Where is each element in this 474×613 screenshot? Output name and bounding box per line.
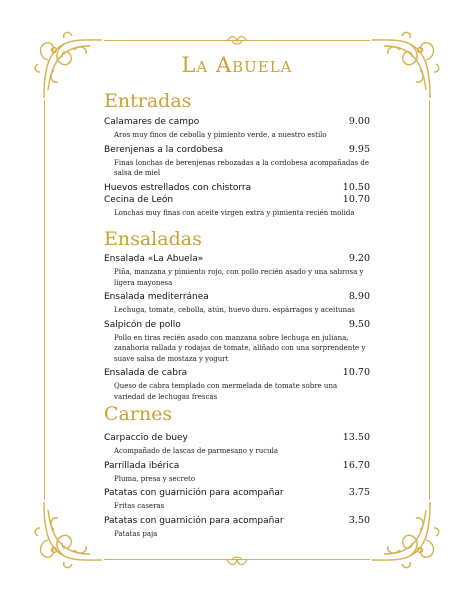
item-price: 16.70 bbox=[342, 459, 370, 471]
item-price: 9.20 bbox=[348, 253, 370, 264]
section-items-carnes bbox=[104, 432, 370, 542]
item-name: Ensalada «La Abuela» bbox=[104, 254, 204, 264]
item-name: Huevos estrellados con chistorra bbox=[104, 182, 252, 193]
item-name: Patatas con guarnición para acompañar bbox=[104, 488, 284, 498]
item-description: Patatas paja bbox=[114, 529, 158, 538]
menu-item bbox=[104, 253, 370, 288]
item-name: Calamares de campo bbox=[104, 117, 200, 127]
menu-item bbox=[104, 194, 370, 219]
item-description: Fritas caseras bbox=[114, 502, 165, 510]
section-items-ensaladas bbox=[104, 253, 370, 405]
item-price: 8.90 bbox=[348, 291, 370, 302]
menu-item bbox=[104, 144, 370, 179]
item-description: Pollo en tiras recién asado con manzana sobre lechuga en juliana, zanahoria rallada y rodajas de tomate, aliñado con una sorprendente y suave salsa de mostaza y yogurt bbox=[114, 333, 366, 363]
menu-item bbox=[104, 319, 370, 365]
section-items-entradas bbox=[104, 116, 370, 221]
menu-item bbox=[104, 291, 370, 316]
menu-item bbox=[104, 487, 370, 512]
item-price: 10.70 bbox=[342, 193, 370, 205]
corner-ornament-icon bbox=[370, 500, 440, 570]
item-price: 10.70 bbox=[342, 367, 370, 378]
flourish-icon bbox=[226, 34, 248, 48]
item-description: Queso de cabra templado con mermelada de tomate sobre una variedad de lechugas frescas bbox=[114, 382, 338, 401]
item-description: Lechuga, tomate, cebolla, atún, huevo duro. espárragos y aceitunas bbox=[114, 306, 355, 314]
item-name: Parrillada ibérica bbox=[104, 460, 180, 471]
menu-item bbox=[104, 515, 370, 540]
section-heading-ensaladas: Ensaladas bbox=[104, 228, 202, 250]
menu-item bbox=[104, 432, 370, 457]
corner-ornament-icon bbox=[34, 500, 104, 570]
item-name: Ensalada de cabra bbox=[104, 368, 188, 378]
section-heading-entradas: Entradas bbox=[104, 90, 192, 112]
section-heading-carnes: Carnes bbox=[104, 403, 173, 425]
item-description: Lonchas muy finas con aceite virgen extra y pimienta recién molida bbox=[114, 208, 355, 217]
item-price: 9.50 bbox=[348, 318, 370, 330]
item-price: 13.50 bbox=[342, 432, 370, 443]
item-price: 3.50 bbox=[348, 514, 370, 526]
flourish-icon bbox=[226, 553, 248, 567]
item-description: Aros muy finos de cebolla y pimiento verde, a nuestro estilo bbox=[114, 131, 327, 139]
menu-item bbox=[104, 182, 370, 194]
item-name: Patatas con guarnición para acompañar bbox=[104, 515, 284, 526]
restaurant-title: La Abuela bbox=[181, 53, 293, 77]
item-name: Cecina de León bbox=[104, 194, 174, 205]
item-price: 9.00 bbox=[348, 116, 370, 127]
frame-line-right bbox=[429, 100, 430, 500]
item-description: Piña, manzana y pimiento rojo, con pollo recién asado y una sabrosa y ligera mayonesa bbox=[114, 268, 364, 287]
item-description: Acompañado de lascas de parmesano y rucula bbox=[114, 447, 279, 455]
frame-line-left bbox=[44, 100, 45, 500]
item-name: Ensalada mediterránea bbox=[104, 292, 209, 302]
item-price: 9.95 bbox=[348, 143, 370, 155]
menu-item bbox=[104, 460, 370, 485]
item-price: 3.75 bbox=[348, 487, 370, 498]
item-name: Berenjenas a la cordobesa bbox=[104, 144, 224, 155]
item-description: Pluma, presa y secreto bbox=[114, 474, 196, 483]
item-name: Carpaccio de buey bbox=[104, 433, 188, 443]
menu-item bbox=[104, 367, 370, 402]
menu-item bbox=[104, 116, 370, 141]
item-price: 10.50 bbox=[342, 181, 370, 193]
item-name: Salpicón de pollo bbox=[104, 319, 181, 330]
item-description: Finas lonchas de berenjenas rebozadas a la cordobesa acompañadas de salsa de miel bbox=[114, 158, 369, 177]
